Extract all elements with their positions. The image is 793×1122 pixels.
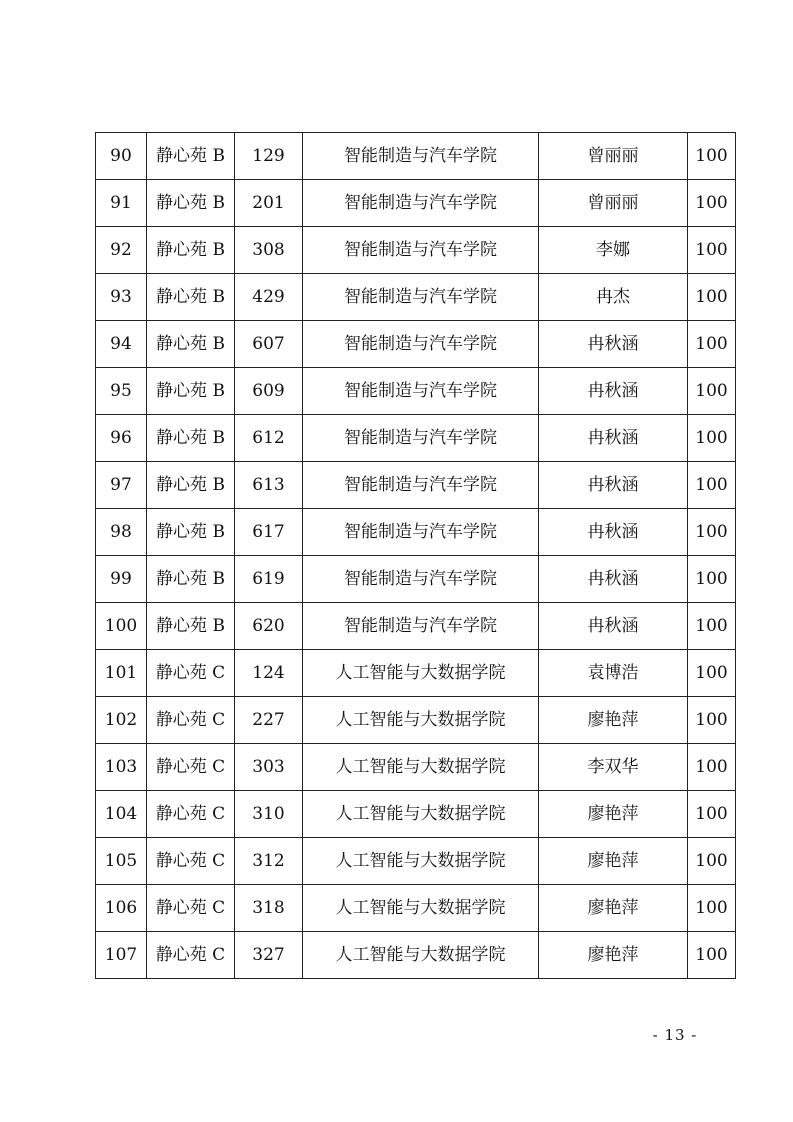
building-name: 静心苑 B	[147, 180, 235, 227]
row-number: 107	[96, 932, 147, 979]
row-number: 94	[96, 321, 147, 368]
table-body	[96, 133, 736, 979]
building-name: 静心苑 B	[147, 509, 235, 556]
table-row	[96, 885, 736, 932]
row-number: 97	[96, 462, 147, 509]
building-name: 静心苑 C	[147, 697, 235, 744]
score: 100	[688, 650, 736, 697]
score: 100	[688, 133, 736, 180]
room-number: 310	[235, 791, 303, 838]
room-number: 308	[235, 227, 303, 274]
building-name: 静心苑 B	[147, 274, 235, 321]
person-in-charge: 冉秋涵	[539, 462, 688, 509]
table-row	[96, 791, 736, 838]
college-name: 人工智能与大数据学院	[303, 744, 539, 791]
row-number: 99	[96, 556, 147, 603]
building-name: 静心苑 B	[147, 133, 235, 180]
row-number: 106	[96, 885, 147, 932]
table-row	[96, 180, 736, 227]
college-name: 智能制造与汽车学院	[303, 603, 539, 650]
building-name: 静心苑 B	[147, 368, 235, 415]
table-row	[96, 368, 736, 415]
table-row	[96, 650, 736, 697]
building-name: 静心苑 C	[147, 838, 235, 885]
building-name: 静心苑 C	[147, 932, 235, 979]
dormitory-score-table	[95, 132, 736, 979]
building-name: 静心苑 B	[147, 415, 235, 462]
person-in-charge: 曾丽丽	[539, 180, 688, 227]
building-name: 静心苑 B	[147, 321, 235, 368]
college-name: 智能制造与汽车学院	[303, 368, 539, 415]
college-name: 智能制造与汽车学院	[303, 133, 539, 180]
room-number: 429	[235, 274, 303, 321]
row-number: 93	[96, 274, 147, 321]
person-in-charge: 冉秋涵	[539, 603, 688, 650]
score: 100	[688, 509, 736, 556]
table-row	[96, 932, 736, 979]
score: 100	[688, 556, 736, 603]
row-number: 92	[96, 227, 147, 274]
table-row	[96, 462, 736, 509]
score: 100	[688, 791, 736, 838]
college-name: 人工智能与大数据学院	[303, 838, 539, 885]
college-name: 人工智能与大数据学院	[303, 650, 539, 697]
score: 100	[688, 462, 736, 509]
room-number: 617	[235, 509, 303, 556]
building-name: 静心苑 C	[147, 885, 235, 932]
room-number: 318	[235, 885, 303, 932]
room-number: 227	[235, 697, 303, 744]
building-name: 静心苑 B	[147, 603, 235, 650]
row-number: 95	[96, 368, 147, 415]
college-name: 人工智能与大数据学院	[303, 885, 539, 932]
row-number: 103	[96, 744, 147, 791]
person-in-charge: 袁博浩	[539, 650, 688, 697]
person-in-charge: 廖艳萍	[539, 885, 688, 932]
table-row	[96, 838, 736, 885]
building-name: 静心苑 B	[147, 227, 235, 274]
college-name: 智能制造与汽车学院	[303, 180, 539, 227]
score: 100	[688, 744, 736, 791]
person-in-charge: 冉秋涵	[539, 415, 688, 462]
table-row	[96, 321, 736, 368]
building-name: 静心苑 C	[147, 650, 235, 697]
room-number: 607	[235, 321, 303, 368]
room-number: 129	[235, 133, 303, 180]
row-number: 91	[96, 180, 147, 227]
score: 100	[688, 885, 736, 932]
room-number: 201	[235, 180, 303, 227]
college-name: 智能制造与汽车学院	[303, 321, 539, 368]
table-row	[96, 603, 736, 650]
person-in-charge: 李双华	[539, 744, 688, 791]
row-number: 105	[96, 838, 147, 885]
table-row	[96, 133, 736, 180]
person-in-charge: 冉秋涵	[539, 321, 688, 368]
score: 100	[688, 603, 736, 650]
table-row	[96, 274, 736, 321]
room-number: 619	[235, 556, 303, 603]
room-number: 613	[235, 462, 303, 509]
score: 100	[688, 321, 736, 368]
college-name: 智能制造与汽车学院	[303, 556, 539, 603]
person-in-charge: 冉秋涵	[539, 368, 688, 415]
score: 100	[688, 697, 736, 744]
person-in-charge: 冉杰	[539, 274, 688, 321]
score: 100	[688, 368, 736, 415]
college-name: 智能制造与汽车学院	[303, 227, 539, 274]
college-name: 人工智能与大数据学院	[303, 697, 539, 744]
score: 100	[688, 838, 736, 885]
person-in-charge: 曾丽丽	[539, 133, 688, 180]
score: 100	[688, 415, 736, 462]
row-number: 101	[96, 650, 147, 697]
college-name: 智能制造与汽车学院	[303, 274, 539, 321]
score: 100	[688, 274, 736, 321]
room-number: 620	[235, 603, 303, 650]
person-in-charge: 冉秋涵	[539, 509, 688, 556]
table-row	[96, 556, 736, 603]
person-in-charge: 廖艳萍	[539, 697, 688, 744]
room-number: 303	[235, 744, 303, 791]
score: 100	[688, 932, 736, 979]
row-number: 100	[96, 603, 147, 650]
row-number: 96	[96, 415, 147, 462]
person-in-charge: 冉秋涵	[539, 556, 688, 603]
row-number: 90	[96, 133, 147, 180]
room-number: 609	[235, 368, 303, 415]
room-number: 612	[235, 415, 303, 462]
table-row	[96, 509, 736, 556]
room-number: 124	[235, 650, 303, 697]
score: 100	[688, 227, 736, 274]
person-in-charge: 李娜	[539, 227, 688, 274]
person-in-charge: 廖艳萍	[539, 838, 688, 885]
college-name: 智能制造与汽车学院	[303, 462, 539, 509]
building-name: 静心苑 B	[147, 556, 235, 603]
row-number: 102	[96, 697, 147, 744]
page-number: - 13 -	[652, 1026, 698, 1044]
college-name: 人工智能与大数据学院	[303, 791, 539, 838]
room-number: 327	[235, 932, 303, 979]
table-row	[96, 227, 736, 274]
person-in-charge: 廖艳萍	[539, 932, 688, 979]
table-row	[96, 744, 736, 791]
building-name: 静心苑 C	[147, 744, 235, 791]
person-in-charge: 廖艳萍	[539, 791, 688, 838]
college-name: 智能制造与汽车学院	[303, 415, 539, 462]
college-name: 人工智能与大数据学院	[303, 932, 539, 979]
row-number: 104	[96, 791, 147, 838]
row-number: 98	[96, 509, 147, 556]
table-row	[96, 697, 736, 744]
room-number: 312	[235, 838, 303, 885]
score: 100	[688, 180, 736, 227]
table-row	[96, 415, 736, 462]
building-name: 静心苑 C	[147, 791, 235, 838]
building-name: 静心苑 B	[147, 462, 235, 509]
college-name: 智能制造与汽车学院	[303, 509, 539, 556]
